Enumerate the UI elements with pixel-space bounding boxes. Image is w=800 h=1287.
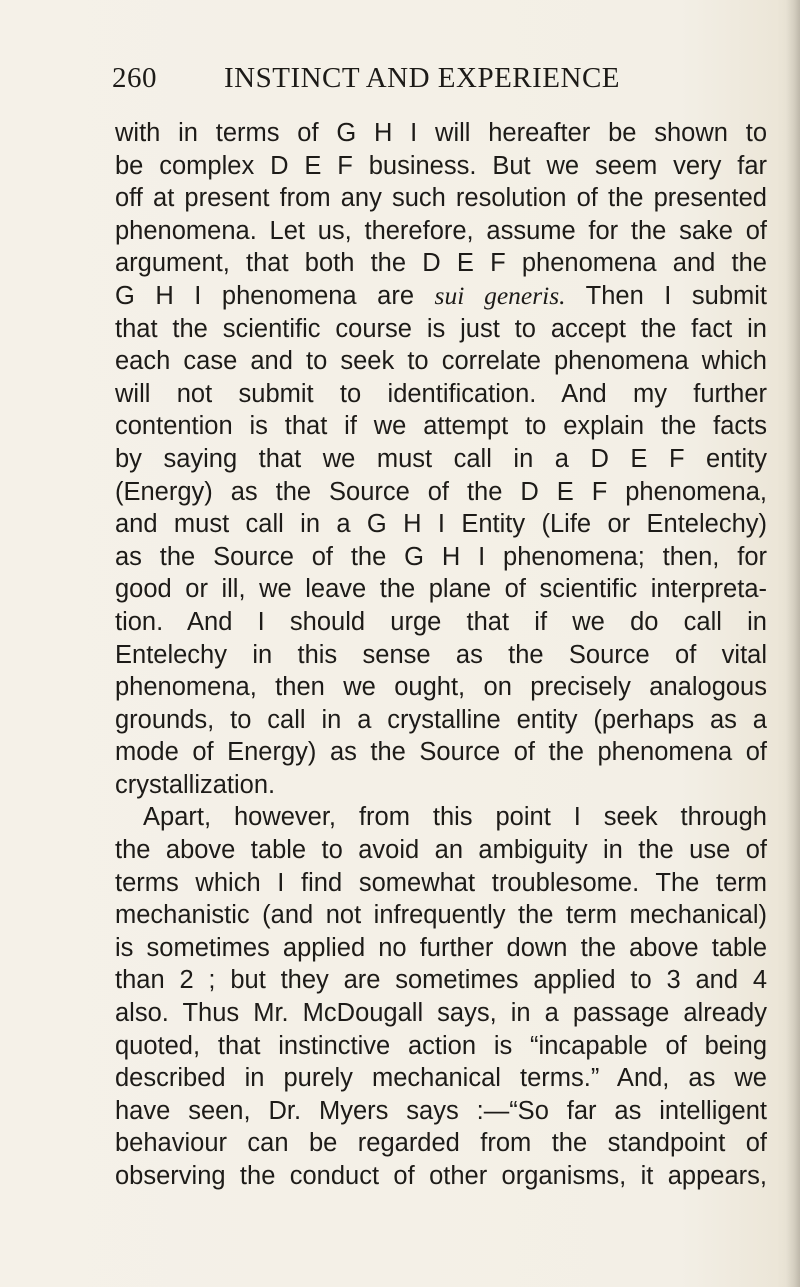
text-line: grounds, to call in a crystalline entity (perhaps as a bbox=[115, 705, 767, 734]
text-line: mechanistic (and not infrequently the term mechanical) bbox=[115, 901, 767, 930]
text-line: as the Source of the G H I phenomena; then, for bbox=[115, 542, 767, 571]
page-edge-shadow bbox=[786, 0, 800, 1287]
text-line bbox=[115, 280, 767, 313]
text-line: tion. And I should urge that if we do call in bbox=[115, 607, 767, 636]
text-line: good or ill, we leave the plane of scientific interpreta- bbox=[115, 575, 767, 604]
text-line: terms which I find somewhat troublesome. The term bbox=[115, 868, 767, 897]
text-line: that the scientific course is just to accept the fact in bbox=[115, 314, 767, 343]
text-line: than 2 ; but they are sometimes applied to 3 and 4 bbox=[115, 966, 767, 995]
text-line: off at present from any such resolution of the presented bbox=[115, 184, 767, 213]
latin-phrase: sui generis. bbox=[434, 280, 566, 310]
text-line: argument, that both the D E F phenomena and the bbox=[115, 249, 767, 278]
text-line: Entelechy in this sense as the Source of vital bbox=[115, 640, 767, 669]
running-title: INSTINCT AND EXPERIENCE bbox=[224, 62, 621, 94]
text-line: described in purely mechanical terms.” And, as we bbox=[115, 1064, 767, 1093]
text-line: the above table to avoid an ambiguity in the use of bbox=[115, 836, 767, 865]
text-line: will not submit to identification. And my further bbox=[115, 379, 767, 408]
running-head bbox=[112, 62, 712, 102]
text-line: crystallization. bbox=[115, 770, 276, 799]
text-line: by saying that we must call in a D E F entity bbox=[115, 444, 767, 473]
text-line: is sometimes applied no further down the above table bbox=[115, 933, 767, 962]
text-line: contention is that if we attempt to explain the facts bbox=[115, 412, 767, 441]
text-line: quoted, that instinctive action is “incapable of being bbox=[115, 1031, 767, 1060]
text-line: and must call in a G H I Entity (Life or Entelechy) bbox=[115, 510, 767, 539]
text-segment: G H I phenomena are bbox=[115, 281, 414, 310]
text-line: phenomena. Let us, therefore, assume for the sake of bbox=[115, 216, 767, 245]
page-number: 260 bbox=[112, 62, 157, 94]
text-line: mode of Energy) as the Source of the phenomena of bbox=[115, 738, 767, 767]
text-line: phenomena, then we ought, on precisely analogous bbox=[115, 673, 767, 702]
text-line: (Energy) as the Source of the D E F phenomena, bbox=[115, 477, 767, 506]
paragraph-start-line: Apart, however, from this point I seek through bbox=[143, 803, 767, 832]
text-segment: Then I submit bbox=[585, 281, 768, 310]
body-text bbox=[115, 117, 767, 1193]
text-line: each case and to seek to correlate phenomena which bbox=[115, 347, 767, 376]
text-line: with in terms of G H I will hereafter be shown to bbox=[115, 119, 767, 147]
text-line: behaviour can be regarded from the standpoint of bbox=[115, 1129, 767, 1158]
text-line: have seen, Dr. Myers says :—“So far as intelligent bbox=[115, 1096, 767, 1125]
text-line: also. Thus Mr. McDougall says, in a passage already bbox=[115, 999, 767, 1028]
text-line: be complex D E F business. But we seem very far bbox=[115, 151, 767, 180]
text-line: observing the conduct of other organisms, it appears, bbox=[115, 1162, 767, 1190]
